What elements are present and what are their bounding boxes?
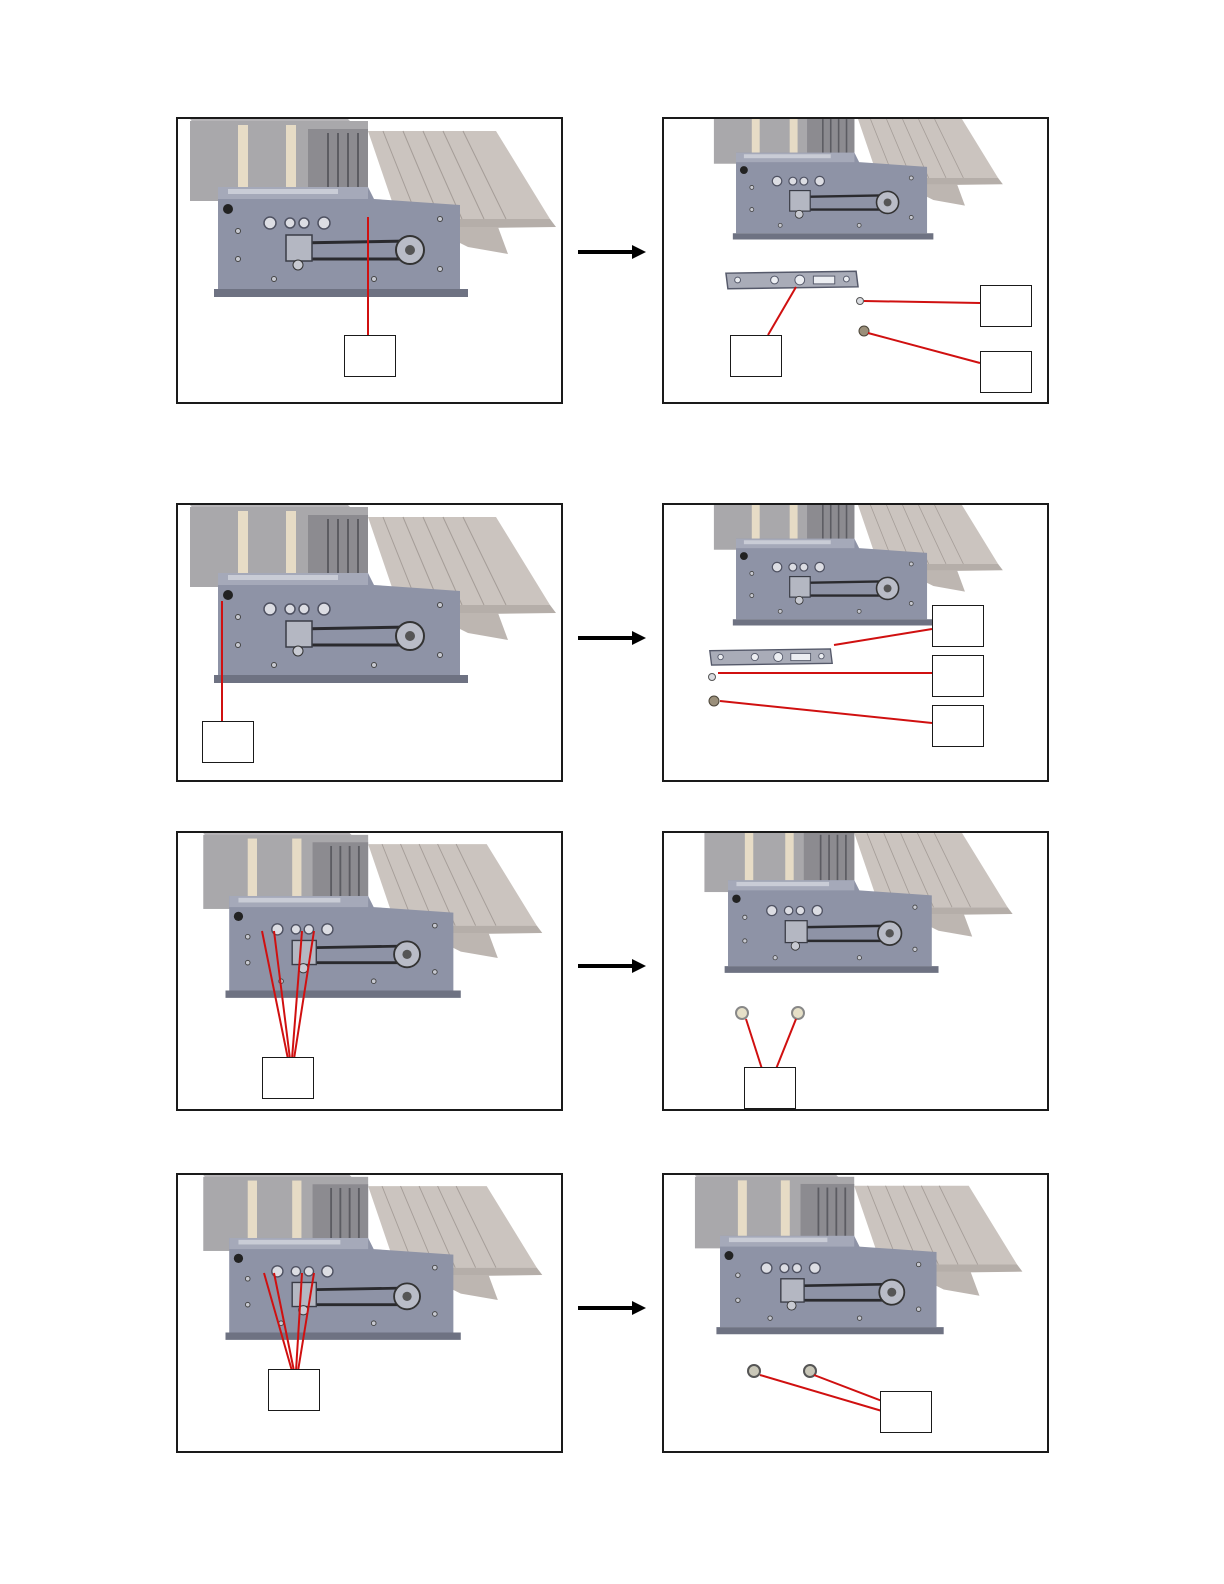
leader-line — [814, 1375, 882, 1401]
callout-box — [980, 285, 1032, 327]
step-2-before-panel — [176, 503, 563, 782]
machine-illustration — [178, 1175, 562, 1452]
leader-line — [864, 301, 980, 303]
machine-illustration — [178, 833, 562, 1110]
leader-line — [746, 1019, 762, 1069]
callout-box — [262, 1057, 314, 1099]
leader-line — [868, 333, 980, 363]
washer-part — [736, 1007, 748, 1019]
leader-line — [768, 287, 796, 335]
step-1-after-panel — [662, 117, 1049, 404]
arrow-right-icon — [578, 242, 648, 262]
step-1-before-panel — [176, 117, 563, 404]
step-3-before-panel — [176, 831, 563, 1111]
screw-part — [859, 326, 869, 336]
step-3-after-panel — [662, 831, 1049, 1111]
leader-line — [776, 1019, 796, 1069]
callout-box — [202, 721, 254, 763]
machine-illustration — [664, 505, 1048, 781]
washer-part — [792, 1007, 804, 1019]
callout-box — [932, 655, 984, 697]
arrow-right-icon — [578, 1298, 648, 1318]
callout-box — [730, 335, 782, 377]
washer-part — [857, 298, 864, 305]
callout-box — [932, 605, 984, 647]
arrow-right-icon — [578, 956, 648, 976]
step-4-after-panel — [662, 1173, 1049, 1453]
side-plate-part — [710, 649, 832, 665]
callout-box — [744, 1067, 796, 1109]
leader-line — [834, 629, 932, 645]
machine-illustration — [664, 833, 1048, 1110]
callout-box — [268, 1369, 320, 1411]
arrow-right-icon — [578, 628, 648, 648]
nut-part — [748, 1365, 760, 1377]
callout-box — [880, 1391, 932, 1433]
machine-illustration — [664, 1175, 1048, 1452]
callout-box — [980, 351, 1032, 393]
leader-line — [720, 701, 932, 723]
screw-part — [709, 696, 719, 706]
step-2-after-panel — [662, 503, 1049, 782]
side-plate-part — [726, 271, 858, 288]
callout-box — [344, 335, 396, 377]
washer-part — [709, 674, 716, 681]
step-4-before-panel — [176, 1173, 563, 1453]
callout-box — [932, 705, 984, 747]
